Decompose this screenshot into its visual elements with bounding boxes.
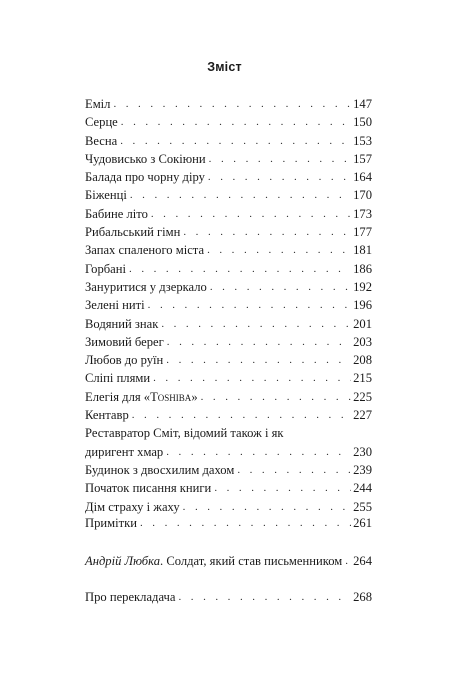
toc-leader-dots [208,168,351,186]
toc-entry-page: 150 [353,115,372,130]
toc-entry [85,241,372,259]
toc-entry-page: 208 [353,353,372,368]
toc-entry-page: 255 [353,499,372,514]
toc-entry-title: Рибальський гімн [85,225,181,240]
toc-entry [85,168,372,186]
toc-leader-dots [214,479,351,497]
toc-entry-title: Початок писання книги [85,481,212,496]
toc-entry-title: Чудовисько з Сокіюни [85,151,206,166]
toc-leader-dots [209,150,351,168]
toc-entry-page: 153 [353,133,372,148]
toc-entry-page: 244 [353,481,372,496]
toc-entry-title: Зануритися у дзеркало [85,279,207,294]
toc-leader-dots [201,388,352,406]
toc-entry-title: диригент хмар [85,444,164,459]
toc-leader-dots [132,406,351,424]
toc-leader-dots [237,461,351,479]
toc-leader-dots [121,113,351,131]
toc-entry-title: Серце [85,115,118,130]
toc-entry-title: Про перекладача [85,590,176,604]
toc-entry-title: Весна [85,133,118,148]
toc-entry-title: Зимовий берег [85,334,164,349]
toc-entry-page: 173 [353,206,372,221]
toc-entry-title: Дім страху і жаху [85,499,180,514]
toc-entry-title: Балада про чорну діру [85,170,205,185]
toc-entry-page: 261 [353,516,372,530]
toc-entry-title: Любов до руїн [85,353,164,368]
toc-afterword-section [85,552,372,570]
toc-entry-page: 164 [353,170,372,185]
toc-entry-page: 170 [353,188,372,203]
toc-entry [85,95,372,113]
toc-leader-dots [120,132,351,150]
toc-entry-title: Будинок з двосхилим дахом [85,462,235,477]
toc-leader-dots [210,278,351,296]
toc-entry [85,150,372,168]
toc-entry [85,132,372,150]
toc-entry-title: Біженці [85,188,127,203]
toc-entry [85,369,372,387]
toc-entry [85,479,372,497]
toc-entry-title: Сліпі плями [85,371,151,386]
toc-entry-page: 181 [353,243,372,258]
toc-entry [85,388,372,406]
toc-entry [85,406,372,424]
afterword-author: Андрій Любка [85,554,161,568]
toc-leader-dots [178,588,351,606]
toc-entry [85,223,372,241]
toc-leader-dots [151,205,351,223]
toc-entry-page: 239 [353,462,372,477]
toc-entry-page: 227 [353,408,372,423]
toc-entry-title: Запах спаленого міста [85,243,205,258]
toc-entry-page: 186 [353,261,372,276]
toc-entry-page: 147 [353,97,372,111]
toc-entry [85,351,372,369]
table-of-contents [85,95,372,516]
toc-leader-dots [207,241,351,259]
toc-leader-dots [166,351,351,369]
toc-entry-title: Еміл [85,97,111,111]
toc-entry-translator [85,588,372,606]
toc-leader-dots [113,95,351,113]
toc-entry [85,296,372,314]
toc-entry [85,205,372,223]
toc-entry [85,278,372,296]
toc-entry-page: 230 [353,444,372,459]
toc-entry [85,186,372,204]
toc-entry-page: 264 [353,554,372,568]
toc-leader-dots [166,443,351,461]
toc-entry-page: 215 [353,371,372,386]
toc-entry-page: 203 [353,334,372,349]
toc-entry-page: 192 [353,279,372,294]
toc-leader-dots [167,333,351,351]
toc-entry-page: 157 [353,151,372,166]
toc-entry-page: 225 [353,389,372,404]
toc-entry-multiline [85,424,372,461]
toc-entry-title: Андрій Любка. Солдат, який став письменником [85,554,343,568]
toc-entry [85,333,372,351]
toc-entry [85,315,372,333]
toc-entry-title: Зелені ниті [85,298,145,313]
toc-entry [85,260,372,278]
toc-leader-dots [183,223,351,241]
toc-leader-dots [129,260,351,278]
toc-entry-title: Примітки [85,516,137,530]
toc-entry-page: 196 [353,298,372,313]
toc-entry-title: Горбані [85,261,127,276]
toc-translator-section [85,588,372,606]
toc-entry-title: Водяний знак [85,316,159,331]
toc-leader-dots [148,296,351,314]
toc-entry-title: Бабине літо [85,206,148,221]
toc-leader-dots [140,514,351,532]
toc-entry-notes [85,514,372,532]
page-title: Зміст [207,60,242,74]
toc-entry-title-line: Реставратор Сміт, відомий також і як [85,426,284,441]
toc-leader-dots [130,186,351,204]
toc-entry-page: 201 [353,316,372,331]
toc-entry-title: Елегія для «Toshiba» [85,389,198,404]
toc-entry-page: 268 [353,590,372,604]
toc-entry [85,461,372,479]
toc-leader-dots [161,315,351,333]
toc-notes-section [85,514,372,532]
toc-entry-page: 177 [353,225,372,240]
toc-entry-title: Кентавр [85,408,129,423]
toc-leader-dots [153,369,351,387]
toc-entry-afterword [85,552,372,570]
toc-entry [85,113,372,131]
